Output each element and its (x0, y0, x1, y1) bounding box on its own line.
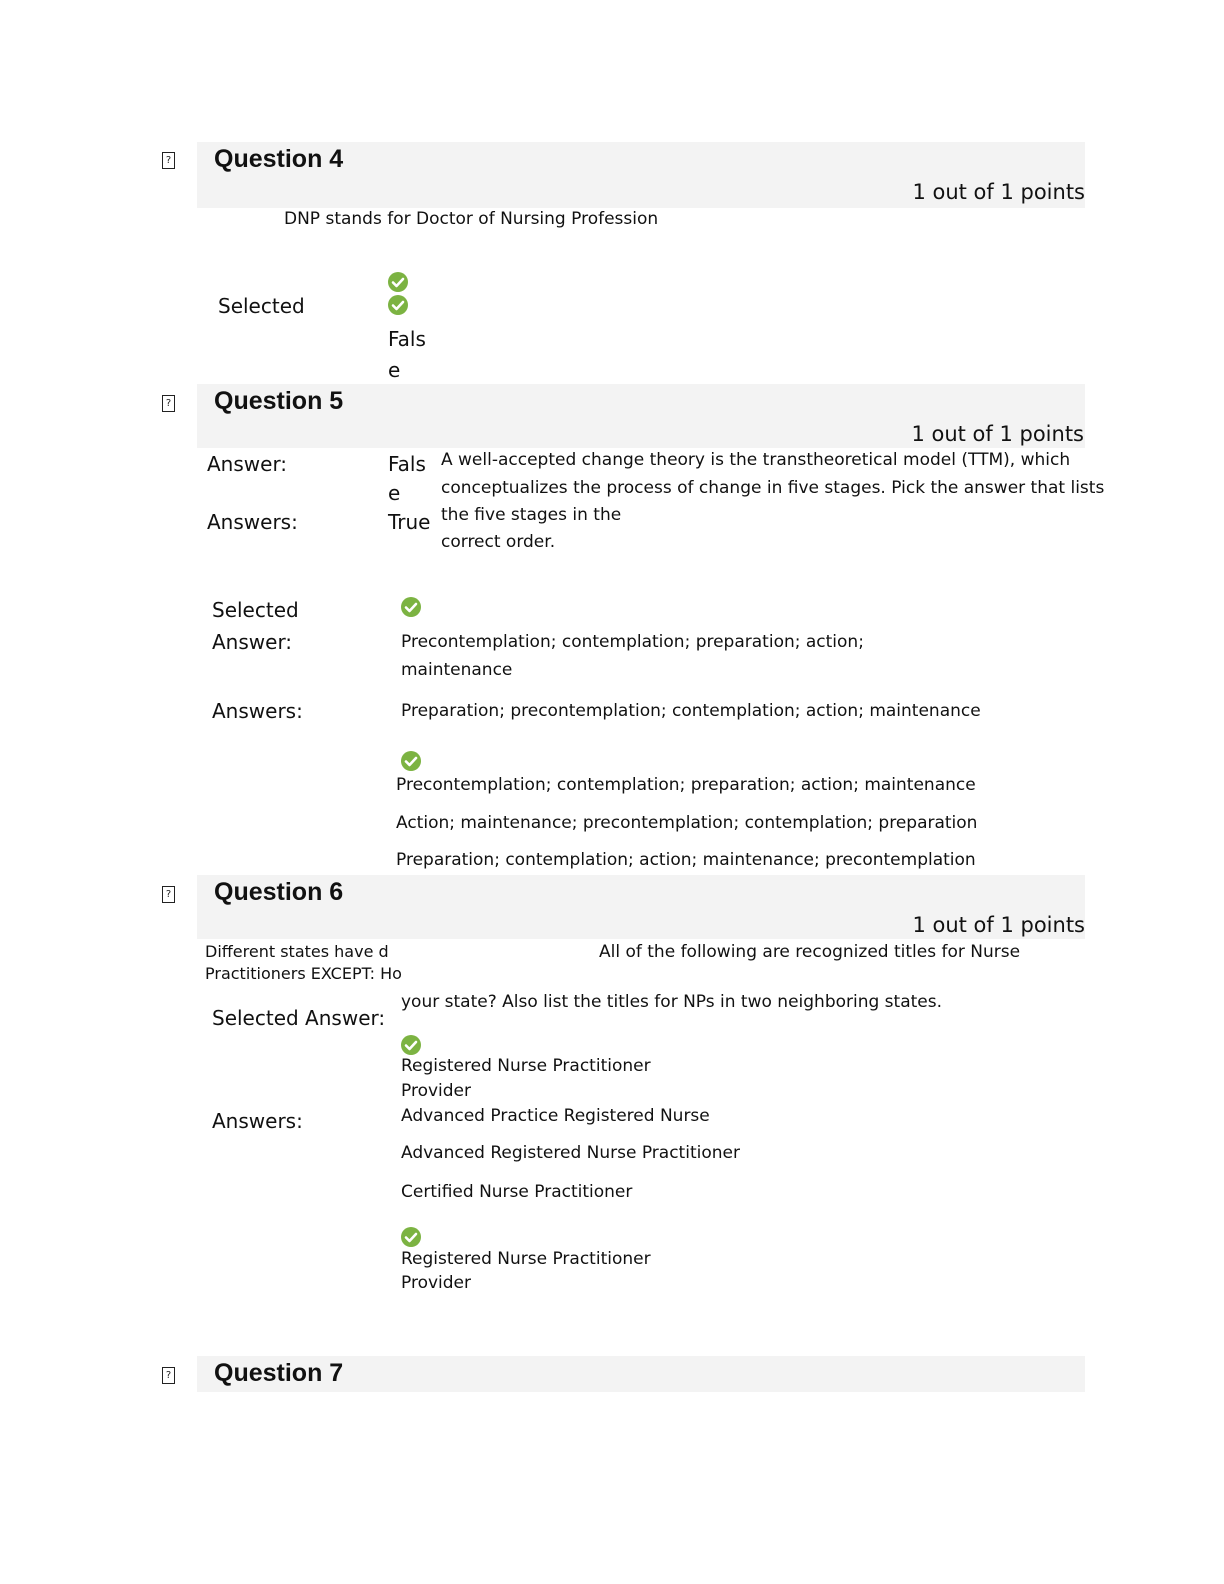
question-6-text-right2: your state? Also list the titles for NPs in two neighboring states. (401, 992, 943, 1012)
check-icon (401, 751, 421, 771)
question-status-icon: ? (162, 152, 175, 169)
answer-option-correct-line1: Registered Nurse Practitioner (401, 1249, 651, 1269)
selected-answer-line2: maintenance (401, 660, 513, 680)
answer-option: Preparation; contemplation; action; maintenance; precontemplation (396, 850, 976, 870)
answer-option: Action; maintenance; precontemplation; contemplation; preparation (396, 813, 978, 833)
answer-option-correct: Precontemplation; contemplation; preparation; action; maintenance (396, 775, 976, 795)
answer-option: Advanced Practice Registered Nurse (401, 1106, 710, 1126)
question-6-title: Question 6 (214, 878, 344, 906)
answer-option-correct-line2: Provider (401, 1273, 471, 1293)
question-5-points: 1 out of 1 points (911, 422, 1084, 446)
check-icon (401, 1227, 421, 1247)
answer-option: Certified Nurse Practitioner (401, 1182, 633, 1202)
question-5-title: Question 5 (214, 387, 344, 415)
question-5-text-line3: the five stages in the (441, 505, 622, 525)
selected-answer-value: Fals (388, 327, 426, 351)
answers-label: Answers: (212, 699, 303, 723)
answer-value: Fals (388, 452, 426, 476)
question-6-points: 1 out of 1 points (912, 913, 1085, 937)
selected-label: Selected (218, 294, 305, 318)
question-6-text-left2: Practitioners EXCEPT: Ho (205, 964, 402, 983)
question-status-icon: ? (162, 395, 175, 412)
question-status-icon: ? (162, 1367, 175, 1384)
check-icon (388, 295, 408, 315)
question-5-text-line1: A well-accepted change theory is the transtheoretical model (TTM), which (441, 450, 1071, 470)
answer-label: Answer: (212, 630, 293, 654)
question-4-title: Question 4 (214, 145, 344, 173)
question-5-text-line4: correct order. (441, 532, 556, 552)
answer-option: Preparation; precontemplation; contemplation; action; maintenance (401, 701, 981, 721)
question-4-points: 1 out of 1 points (912, 180, 1085, 204)
answers-label: Answers: (207, 510, 298, 534)
answer-option: Advanced Registered Nurse Practitioner (401, 1143, 740, 1163)
check-icon (388, 272, 408, 292)
question-4-text: DNP stands for Doctor of Nursing Profession (284, 209, 659, 229)
question-5-text-line2: conceptualizes the process of change in five stages. Pick the answer that lists (441, 478, 1105, 498)
answer-label: Answer: (207, 452, 288, 476)
answers-value: True (388, 510, 431, 534)
check-icon (401, 597, 421, 617)
question-7-title: Question 7 (214, 1359, 344, 1387)
selected-answer-value-cont: e (388, 358, 401, 382)
selected-answer-line1: Registered Nurse Practitioner (401, 1056, 651, 1076)
selected-label: Selected (212, 598, 299, 622)
question-6-text-right1: All of the following are recognized titles for Nurse (599, 942, 1021, 962)
answers-label: Answers: (212, 1109, 303, 1133)
question-6-text-left1: Different states have d (205, 942, 389, 961)
selected-answer-label: Selected Answer: (212, 1006, 386, 1030)
selected-answer-line2: Provider (401, 1081, 471, 1101)
answer-value-cont: e (388, 481, 401, 505)
check-icon (401, 1035, 421, 1055)
selected-answer-line1: Precontemplation; contemplation; preparation; action; (401, 632, 864, 652)
question-status-icon: ? (162, 886, 175, 903)
